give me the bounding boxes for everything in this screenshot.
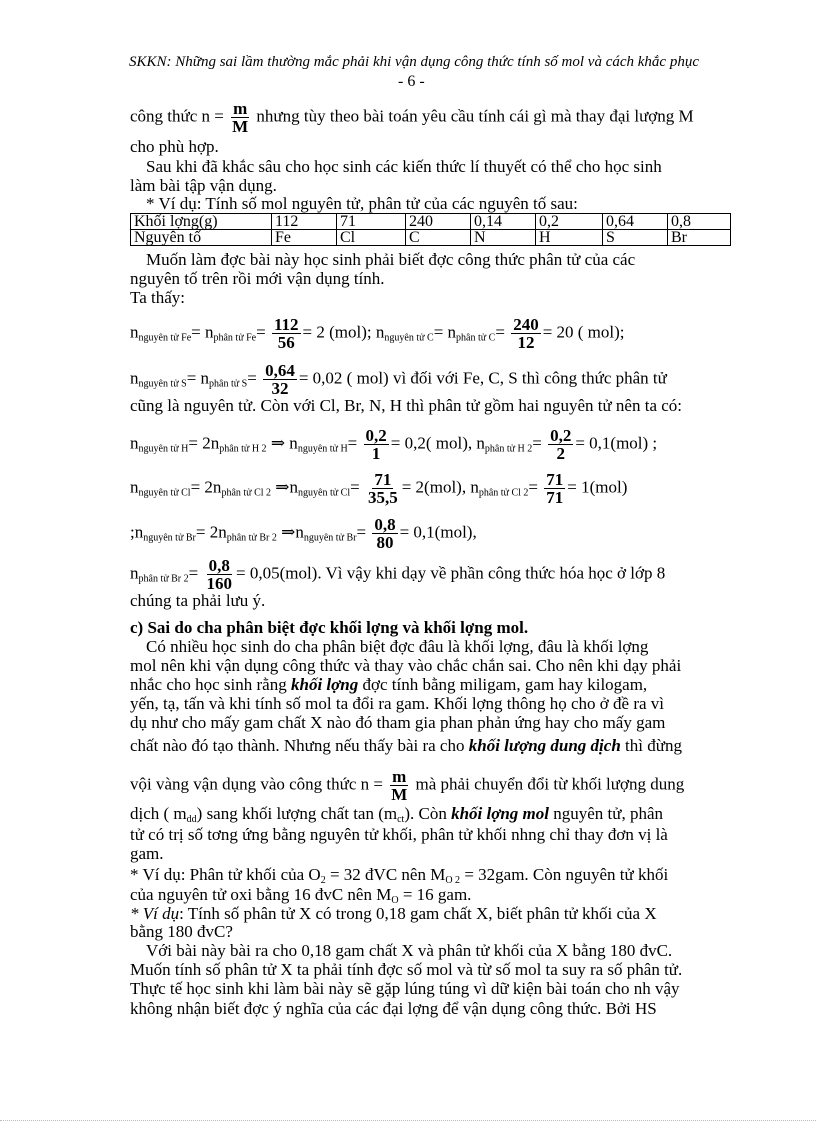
paragraph-line: làm bài tập vận dụng. (130, 176, 277, 195)
equation-br: $;n_{nguyên tử Br}= 2n_{phân tử Br 2}$ $\Rightarrow n_{nguyên tử Br}=$ $\frac{0,8}{80}$ = 0,1(mol), (130, 515, 477, 552)
paragraph-formula-line: vội vàng vận dụng vào công thức n = $\frac{m}{M}$ mà phải chuyển đổi từ khối lượng dung (130, 767, 685, 804)
paragraph-line: Có nhiều học sinh do cha phân biệt đợc đâu là khối lợng, đâu là khối lợng (146, 637, 649, 656)
mass-element-table (130, 213, 731, 246)
fraction: $\frac{71}{35,5}$ (367, 470, 398, 507)
paragraph-line: Muốn tính số phân tử X ta phải tính đợc số mol và từ số mol ta suy ra số phân tử. (130, 960, 683, 979)
paragraph-line: Ta thấy: (130, 288, 185, 307)
paragraph-line: mol nên khi vận dụng công thức và thay vào chắc chắn sai. Cho nên khi dạy phải (130, 656, 682, 675)
paragraph-line: cho phù hợp. (130, 137, 219, 156)
paragraph-line: Với bài này bài ra cho 0,18 gam chất X và phân tử khối của X bằng 180 đvC. (146, 941, 673, 960)
paragraph-line: Sau khi đã khắc sâu cho học sinh các kiến thức lí thuyết có thể cho học sinh (146, 157, 662, 176)
paragraph-line: tử có trị số tơng ứng bằng nguyên tử khối, phân tử khối nhng chỉ thay đơn vị là (130, 825, 668, 844)
paragraph-line: nguyên tố trên rồi mới vận dụng tính. (130, 269, 385, 288)
paragraph-line: dịch ( $m_{dd}$) sang khối lượng chất $\tan (m_{ct})$. Còn khối lợng mol nguyên tử, phân (130, 804, 664, 825)
table-row: Nguyên tố Fe Cl C N H S Br (131, 230, 731, 246)
example-line: * Ví dụ: Phân tử khối của $O_2 = 32$ đVC nên $M_{O 2} = 32gam$. Còn nguyên tử khối (130, 865, 669, 886)
fraction: $\frac{0,2}{1}$ (365, 426, 387, 463)
equation-br2: $n_{phân tử Br 2}=$ $\frac{0,8}{160}$ = 0,05(mol). Vì vậy khi dạy về phần công thức hóa học ở lớp 8 (130, 556, 666, 593)
page-bottom-border (0, 1120, 816, 1121)
paragraph-line: Muốn làm đợc bài này học sinh phải biết đợc công thức phân tử của các (146, 250, 636, 269)
paragraph-line: chúng ta phải lưu ý. (130, 591, 266, 610)
paragraph-line: chất nào đó tạo thành. Nhưng nếu thấy bài ra cho khối lượng dung dịch thì đừng (130, 736, 682, 755)
fraction: $\frac{0,2}{2}$ (550, 426, 572, 463)
section-heading: c) Sai do cha phân biệt đợc khối lợng và khối lợng mol. (130, 618, 529, 637)
fraction: $\frac{0,64}{32}$ (265, 361, 295, 398)
equation-fe-c: $n_{nguyên tử Fe}= n_{phân tử Fe}=$ $\frac{112}{56}$ = 2 (mol); $n_{nguyên tử C}= n_{phân tử C}=$ $\frac{240}{12}$ = 20 ( mol); (130, 315, 625, 352)
fraction-m-over-M: $\frac{m}{M}$ (232, 99, 249, 136)
paragraph-line: dụ như cho mấy gam chất X nào đó tham gia phan phản ứng hay cho mấy gam (130, 713, 666, 732)
page-number: - 6 - (398, 73, 425, 90)
example-line: * Ví dụ: Tính số phân tử X có trong 0,18 gam chất X, biết phân tử khối của X (130, 904, 657, 923)
fraction: $\frac{112}{56}$ (273, 315, 299, 352)
fraction-m-over-M: $\frac{m}{M}$ (391, 767, 408, 804)
equation-s: $n_{nguyên tử S}= n_{phân tử S}=$ $\frac{0,64}{32}$ = 0,02 ( mol) vì đối với Fe, C, S thì công thức phân tử (130, 361, 667, 398)
paragraph-line: yến, tạ, tấn và khi tính số mol ta đổi ra gam. Khối lợng thông họ cho ở đề ra vì (130, 694, 665, 713)
table-row: Khối lợng(g) 112 71 240 0,14 0,2 0,64 0,8 (131, 214, 731, 230)
paragraph-line: cũng là nguyên tử. Còn với Cl, Br, N, H thì phân tử gồm hai nguyên tử nên ta có: (130, 396, 683, 415)
fraction: $\frac{71}{71}$ (546, 470, 564, 507)
fraction: $\frac{0,8}{160}$ (206, 556, 232, 593)
paragraph-line: nhắc cho học sinh rằng khối lợng đợc tính bằng miligam, gam hay kilogam, (130, 675, 648, 694)
paragraph-formula-line: công thức n = $\frac{m}{M}$ nhưng tùy theo bài toán yêu cầu tính cái gì mà thay đại lượng M (130, 99, 694, 136)
paragraph-line: gam. (130, 844, 164, 863)
paragraph-line: Thực tế học sinh khi làm bài này sẽ gặp lúng túng vì dữ kiện bài toán cho nh vậy (130, 979, 680, 998)
fraction: $\frac{240}{12}$ (513, 315, 539, 352)
paragraph-line: không nhận biết đợc ý nghĩa của các đại lợng để vận dụng công thức. Bởi HS (130, 999, 657, 1018)
running-header: SKKN: Những sai lầm thường mắc phải khi vận dụng công thức tính số mol và cách khắc phục (129, 54, 699, 70)
equation-h: $n_{nguyên tử H}= 2n_{phân tử H 2}$ ⇒ $n_{nguyên tử H}=$ $\frac{0,2}{1}$ = 0,2( mol), $n_{phân tử H 2}=$ $\frac{0,2}{2}$ = 0,1(mol) ; (130, 426, 658, 463)
example-line: của nguyên tử oxi bằng 16 đvC nên $M_O = 16$ gam. (130, 885, 472, 906)
equation-cl: $n_{nguyên tử Cl}= 2n_{phân tử Cl 2}$ $\Rightarrow n_{nguyên tử Cl}=$ $\frac{71}{35,5}$ = 2(mol), $n_{phân tử Cl 2}=$ $\frac{71}{71}$ = 1(mol) (130, 470, 628, 507)
fraction: $\frac{0,8}{80}$ (374, 515, 396, 552)
example-heading: * Ví dụ: Tính số mol nguyên tử, phân tử của các nguyên tố sau: (146, 194, 578, 213)
paragraph-line: bằng 180 đvC? (130, 922, 233, 941)
